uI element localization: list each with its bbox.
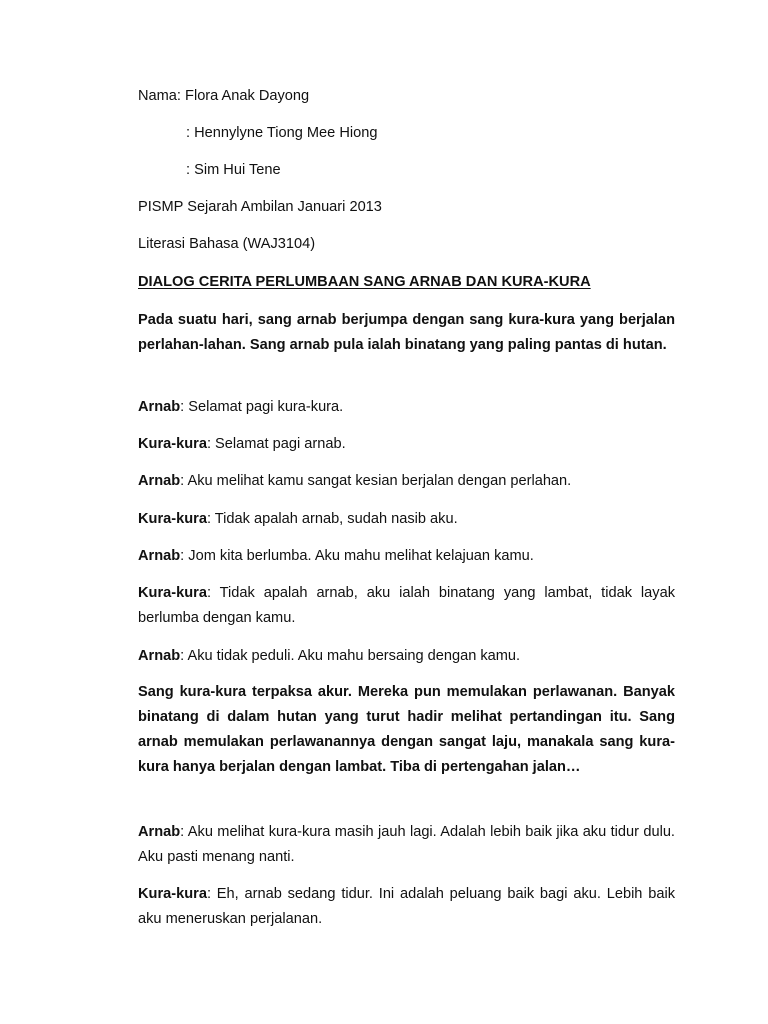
- dialogue-text: : Selamat pagi kura-kura.: [180, 399, 344, 415]
- speaker-name: Kura-kura: [138, 886, 207, 902]
- dialogue-line: [138, 882, 675, 932]
- dialogue-line: [138, 544, 675, 569]
- dialogue-line: [138, 644, 675, 669]
- dialogue-line: [138, 395, 675, 420]
- program-line: PISMP Sejarah Ambilan Januari 2013: [138, 199, 382, 215]
- speaker-name: Arnab: [138, 399, 181, 415]
- dialogue-line: [138, 507, 675, 532]
- speaker-name: Arnab: [138, 548, 181, 564]
- speaker-name: Kura-kura: [138, 436, 207, 452]
- dialogue-line: [138, 469, 675, 494]
- speaker-name: Arnab: [138, 824, 181, 840]
- speaker-name: Kura-kura: [138, 585, 207, 601]
- dialogue-text: : Eh, arnab sedang tidur. Ini adalah peluang baik bagi aku. Lebih baik aku meneruskan perjalanan.: [138, 886, 675, 927]
- course-line: Literasi Bahasa (WAJ3104): [138, 236, 316, 252]
- dialogue-text: : Aku tidak peduli. Aku mahu bersaing dengan kamu.: [180, 648, 521, 664]
- speaker-name: Arnab: [138, 648, 181, 664]
- dialogue-line: [138, 581, 675, 631]
- dialogue-text: : Selamat pagi arnab.: [206, 436, 346, 452]
- narration-paragraph: Sang kura-kura terpaksa akur. Mereka pun memulakan perlawanan. Banyak binatang di dalam hutan yang turut hadir melihat pertandingan itu. Sang arnab memulakan perlawanannya dengan sangat laju, manakala sang kura-kura hanya berjalan dengan lambat. Tiba di pertengahan jalan…: [138, 684, 675, 775]
- dialogue-text: : Aku melihat kamu sangat kesian berjalan dengan perlahan.: [180, 473, 572, 489]
- dialogue-text: : Aku melihat kura-kura masih jauh lagi. Adalah lebih baik jika aku tidur dulu. Aku pasti menang nanti.: [138, 824, 675, 865]
- intro-paragraph: Pada suatu hari, sang arnab berjumpa dengan sang kura-kura yang berjalan perlahan-lahan. Sang arnab pula ialah binatang yang paling pantas di hutan.: [138, 312, 675, 353]
- dialogue-line: [138, 432, 675, 457]
- dialogue-line: [138, 820, 675, 870]
- speaker-name: Kura-kura: [138, 511, 207, 527]
- dialogue-text: : Tidak apalah arnab, sudah nasib aku.: [206, 511, 458, 527]
- dialogue-text: : Jom kita berlumba. Aku mahu melihat kelajuan kamu.: [180, 548, 534, 564]
- speaker-name: Arnab: [138, 473, 181, 489]
- author-name-3: : Sim Hui Tene: [186, 162, 281, 178]
- author-name-2: : Hennylyne Tiong Mee Hiong: [186, 125, 378, 141]
- author-name-1: Nama: Flora Anak Dayong: [138, 88, 310, 104]
- document-title: DIALOG CERITA PERLUMBAAN SANG ARNAB DAN KURA-KURA: [138, 274, 591, 290]
- dialogue-text: : Tidak apalah arnab, aku ialah binatang yang lambat, tidak layak berlumba dengan kamu.: [138, 585, 675, 626]
